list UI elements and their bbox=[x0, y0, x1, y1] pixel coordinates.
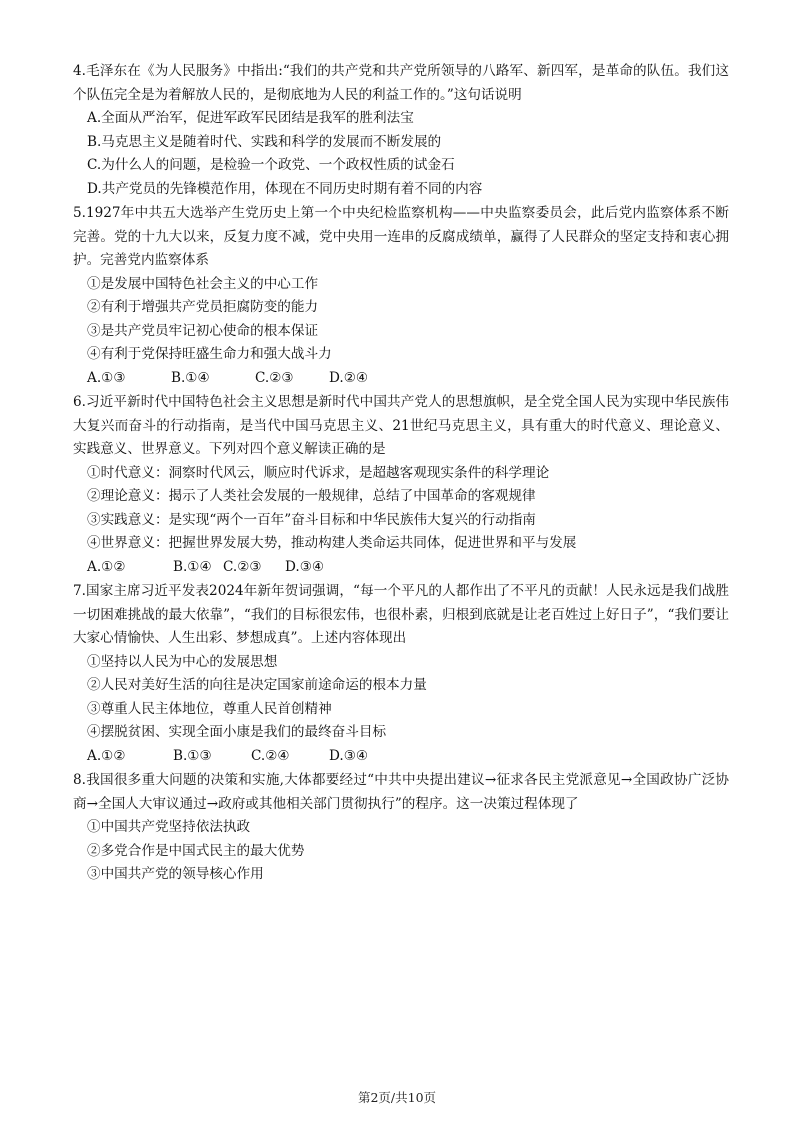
statement-1: ①中国共产党坚持依法执政 bbox=[87, 819, 251, 835]
choice-d: D.②④ bbox=[329, 369, 369, 386]
answer-choices bbox=[73, 367, 729, 391]
question-6 bbox=[73, 391, 729, 579]
statement-1: ①是发展中国特色社会主义的中心工作 bbox=[87, 275, 319, 292]
statement-1: ①坚持以人民为中心的发展思想 bbox=[87, 653, 278, 670]
page-number: 第2页/共10页 bbox=[357, 1090, 437, 1105]
statement-2: ②理论意义：揭示了人类社会发展的一般规律，总结了中国革命的客观规律 bbox=[87, 488, 536, 504]
statement-2: ②多党合作是中国式民主的最大优势 bbox=[87, 842, 305, 859]
choice-d: D.③④ bbox=[329, 747, 369, 764]
question-stem: 8.我国很多重大问题的决策和实施,大体都要经过“中共中央提出建议→征求各民主党派意见→全国政协广泛协商→全国人大审议通过→政府或其他相关部门贯彻执行”的程序。这一决策过程体现了 bbox=[73, 772, 729, 812]
choice-b: B.①④ bbox=[171, 369, 210, 386]
question-stem: 5.1927年中共五大选举产生党历史上第一个中央纪检监察机构——中央监察委员会，此后党内监察体系不断完善。党的十九大以来，反复力度不减，党中央用一连串的反腐成绩单，赢得了人民群众的坚定支持和衷心拥护。完善党内监察体系 bbox=[73, 205, 729, 268]
statement-4: ④世界意义：把握世界发展大势，推动构建人类命运共同体，促进世界和平与发展 bbox=[87, 535, 577, 551]
option-d: D.共产党员的先锋模范作用，体现在不同历史时期有着不同的内容 bbox=[87, 180, 483, 197]
statement-4: ④有利于党保持旺盛生命力和强大战斗力 bbox=[87, 346, 332, 362]
answer-choices bbox=[73, 745, 729, 769]
statement-2: ②人民对美好生活的向往是决定国家前途命运的根本力量 bbox=[87, 677, 427, 693]
statement-4: ④摆脱贫困、实现全面小康是我们的最终奋斗目标 bbox=[87, 724, 387, 740]
statement-3: ③是共产党员牢记初心使命的根本保证 bbox=[87, 322, 319, 339]
choice-a: A.①② bbox=[87, 558, 126, 575]
statement-2: ②有利于增强共产党员拒腐防变的能力 bbox=[87, 299, 319, 315]
choice-c: C.②③ bbox=[255, 369, 294, 386]
question-7 bbox=[73, 580, 729, 768]
choice-a: A.①③ bbox=[87, 369, 126, 386]
choice-a: A.①② bbox=[87, 747, 126, 764]
question-8 bbox=[73, 769, 729, 887]
choice-b: B.①④ bbox=[173, 558, 212, 575]
choice-b: B.①③ bbox=[173, 747, 212, 764]
statement-1: ①时代意义：洞察时代风云，顺应时代诉求，是超越客观现实条件的科学理论 bbox=[87, 464, 550, 481]
choice-c: C.②④ bbox=[251, 747, 290, 764]
question-stem: 4.毛泽东在《为人民服务》中指出:“我们的共产党和共产党所领导的八路军、新四军，是革命的队伍。我们这个队伍完全是为着解放人民的，是彻底地为人民的利益工作的。”这句话说明 bbox=[73, 63, 729, 103]
option-a: A.全面从严治军，促进军政军民团结是我军的胜利法宝 bbox=[87, 110, 414, 126]
option-b: B.马克思主义是随着时代、实践和科学的发展而不断发展的 bbox=[87, 133, 442, 150]
question-4 bbox=[73, 60, 729, 201]
answer-choices bbox=[73, 556, 729, 580]
choice-d: D.③④ bbox=[285, 558, 325, 575]
question-stem: 7.国家主席习近平发表2024年新年贺词强调，“每一个平凡的人都作出了不平凡的贡献！人民永远是我们战胜一切困难挑战的最大依靠”，“我们的目标很宏伟，也很朴素，归根到底就是让老百姓过上好日子”，“我们要让大家心情愉快、人生出彩、梦想成真”。上述内容体现出 bbox=[73, 583, 729, 646]
question-list bbox=[73, 60, 729, 888]
question-5 bbox=[73, 202, 729, 390]
statement-3: ③尊重人民主体地位，尊重人民首创精神 bbox=[87, 700, 332, 717]
question-stem: 6.习近平新时代中国特色社会主义思想是新时代中国共产党人的思想旗帜，是全党全国人民为实现中华民族伟大复兴而奋斗的行动指南，是当代中国马克思主义、21世纪马克思主义，具有重大的时代意义、理论意义、实践意义、世界意义。下列对四个意义解读正确的是 bbox=[73, 394, 729, 457]
statement-3: ③中国共产党的领导核心作用 bbox=[87, 866, 264, 882]
option-c: C.为什么人的问题，是检验一个政党、一个政权性质的试金石 bbox=[87, 157, 455, 173]
choice-c: C.②③ bbox=[223, 558, 262, 575]
statement-3: ③实践意义：是实现“两个一百年”奋斗目标和中华民族伟大复兴的行动指南 bbox=[87, 511, 536, 528]
